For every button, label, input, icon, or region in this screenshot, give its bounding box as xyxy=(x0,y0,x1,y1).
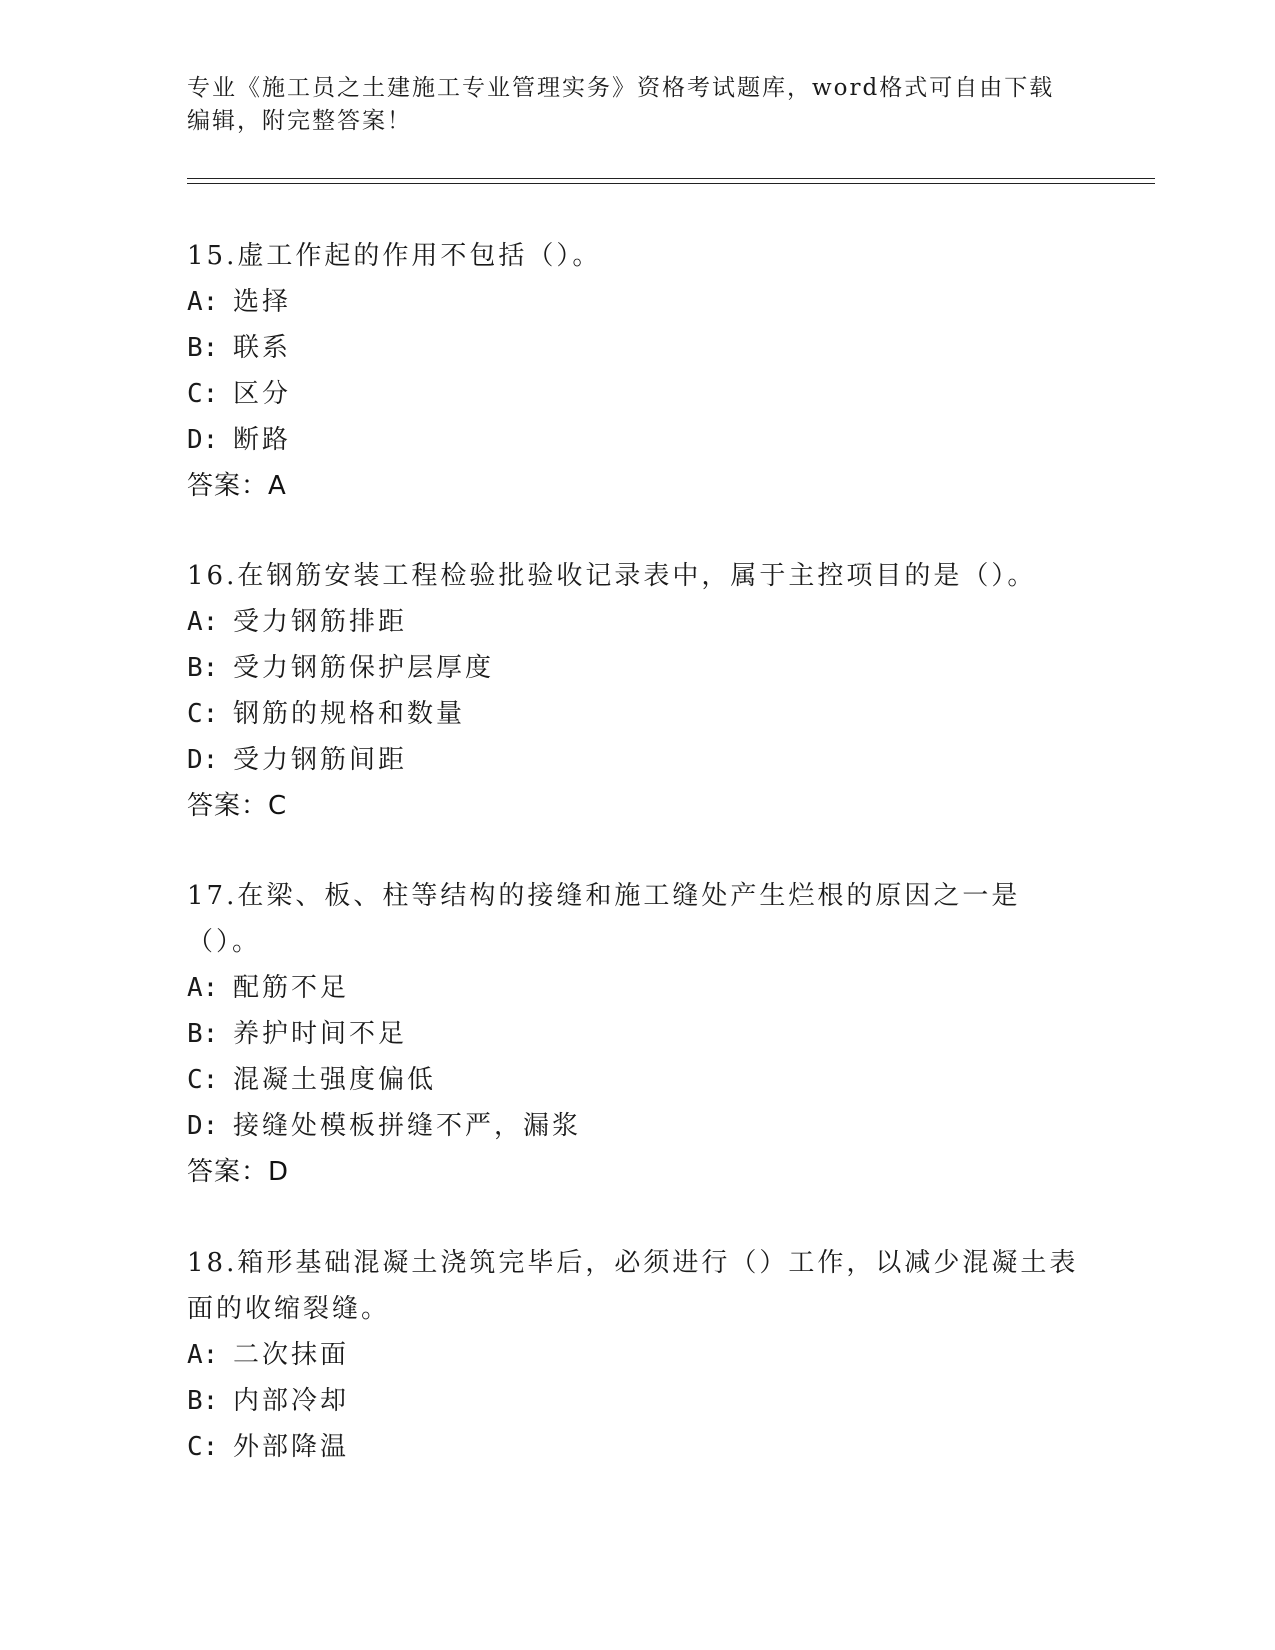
question-stem: 15.虚工作起的作用不包括（）。 xyxy=(187,241,602,271)
question-17 xyxy=(187,873,1087,1195)
option-text: 养护时间不足 xyxy=(233,1019,408,1049)
question-18 xyxy=(187,1240,1087,1470)
answer-label: 答案：C xyxy=(187,791,288,821)
answer-label: 答案：A xyxy=(187,471,287,501)
question-16 xyxy=(187,553,1087,829)
header-divider-bottom xyxy=(187,183,1155,184)
option-letter: D: xyxy=(187,1111,219,1141)
option-d xyxy=(187,1103,1087,1149)
option-text: 混凝土强度偏低 xyxy=(233,1065,437,1095)
question-stem: 16.在钢筋安装工程检验批验收记录表中，属于主控项目的是（）。 xyxy=(187,561,1037,591)
option-letter: C: xyxy=(187,1432,219,1462)
option-text: 二次抹面 xyxy=(233,1340,350,1370)
option-letter: D: xyxy=(187,745,219,775)
option-letter: A: xyxy=(187,1340,219,1370)
option-c xyxy=(187,371,1087,417)
option-a xyxy=(187,599,1087,645)
option-letter: B: xyxy=(187,333,219,363)
option-c xyxy=(187,1424,1087,1470)
option-a xyxy=(187,965,1087,1011)
option-text: 受力钢筋保护层厚度 xyxy=(233,653,495,683)
option-text: 选择 xyxy=(233,287,292,317)
option-text: 配筋不足 xyxy=(233,973,350,1003)
option-letter: B: xyxy=(187,1019,219,1049)
option-text: 区分 xyxy=(233,379,292,409)
option-a xyxy=(187,279,1087,325)
option-b xyxy=(187,325,1087,371)
option-letter: A: xyxy=(187,287,219,317)
option-text: 接缝处模板拼缝不严，漏浆 xyxy=(233,1111,582,1141)
option-letter: D: xyxy=(187,425,219,455)
option-letter: C: xyxy=(187,699,219,729)
option-text: 联系 xyxy=(233,333,292,363)
option-d xyxy=(187,417,1087,463)
question-15 xyxy=(187,233,1087,509)
question-stem: 17.在梁、板、柱等结构的接缝和施工缝处产生烂根的原因之一是（）。 xyxy=(187,881,1021,957)
answer-label: 答案：D xyxy=(187,1157,290,1187)
option-c xyxy=(187,691,1087,737)
option-c xyxy=(187,1057,1087,1103)
question-stem: 18.箱形基础混凝土浇筑完毕后，必须进行（）工作，以减少混凝土表面的收缩裂缝。 xyxy=(187,1248,1079,1324)
option-b xyxy=(187,1011,1087,1057)
option-d xyxy=(187,737,1087,783)
option-letter: C: xyxy=(187,1065,219,1095)
option-text: 受力钢筋排距 xyxy=(233,607,408,637)
option-b xyxy=(187,645,1087,691)
option-b xyxy=(187,1378,1087,1424)
option-letter: A: xyxy=(187,973,219,1003)
option-letter: B: xyxy=(187,653,219,683)
header-divider-top xyxy=(187,178,1155,179)
option-text: 内部冷却 xyxy=(233,1386,350,1416)
option-text: 断路 xyxy=(233,425,292,455)
option-letter: C: xyxy=(187,379,219,409)
option-a xyxy=(187,1332,1087,1378)
document-header: 专业《施工员之土建施工专业管理实务》资格考试题库，word格式可自由下载编辑，附完整答案！ xyxy=(187,75,1055,134)
option-text: 外部降温 xyxy=(233,1432,350,1462)
option-letter: A: xyxy=(187,607,219,637)
option-letter: B: xyxy=(187,1386,219,1416)
option-text: 受力钢筋间距 xyxy=(233,745,408,775)
option-text: 钢筋的规格和数量 xyxy=(233,699,466,729)
